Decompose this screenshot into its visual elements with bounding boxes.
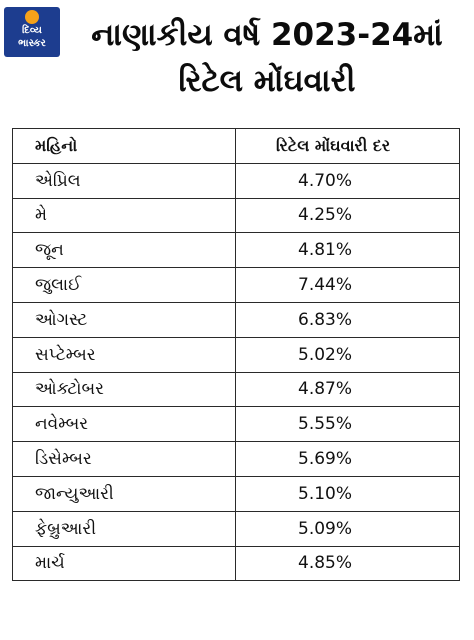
table-row: [13, 268, 460, 303]
table-row: [13, 442, 460, 477]
rate-cell: 5.55%: [236, 407, 460, 442]
table-row: [13, 337, 460, 372]
month-cell: એપ્રિલ: [13, 163, 236, 198]
month-cell: જુલાઈ: [13, 268, 236, 303]
logo-text-line2: ભાસ્કર: [18, 38, 46, 49]
divya-bhaskar-logo: [4, 7, 60, 57]
month-cell: જૂન: [13, 233, 236, 268]
table-row: [13, 407, 460, 442]
rate-cell: 5.69%: [236, 442, 460, 477]
table-row: [13, 546, 460, 581]
table-row: [13, 511, 460, 546]
title-line2: રિટેલ મોંઘવારી: [178, 63, 356, 99]
rate-cell: 4.87%: [236, 372, 460, 407]
rate-cell: 4.70%: [236, 163, 460, 198]
table-row: [13, 163, 460, 198]
rate-cell: 5.10%: [236, 476, 460, 511]
rate-cell: 4.81%: [236, 233, 460, 268]
rate-cell: 5.02%: [236, 337, 460, 372]
month-cell: ફેબ્રુઆરી: [13, 511, 236, 546]
month-cell: નવેમ્બર: [13, 407, 236, 442]
rate-cell: 5.09%: [236, 511, 460, 546]
table-row: [13, 198, 460, 233]
table-row: [13, 372, 460, 407]
table-header-row: [13, 129, 460, 164]
table-row: [13, 233, 460, 268]
month-cell: ઓગસ્ટ: [13, 302, 236, 337]
rate-cell: 7.44%: [236, 268, 460, 303]
month-cell: ડિસેમ્બર: [13, 442, 236, 477]
table-row: [13, 302, 460, 337]
header-retail-inflation-rate: રિટેલ મોંઘવારી દર: [236, 129, 460, 164]
sun-icon: [25, 10, 39, 24]
table-row: [13, 476, 460, 511]
title-line1: નાણાકીય વર્ષ 2023-24માં: [91, 17, 443, 53]
month-cell: ઓક્ટોબર: [13, 372, 236, 407]
month-cell: જાન્યુઆરી: [13, 476, 236, 511]
table-body: [13, 163, 460, 581]
rate-cell: 6.83%: [236, 302, 460, 337]
logo-text-line1: દિવ્ય: [22, 25, 42, 36]
rate-cell: 4.25%: [236, 198, 460, 233]
month-cell: સપ્ટેમ્બર: [13, 337, 236, 372]
page-title: [60, 12, 474, 104]
rate-cell: 4.85%: [236, 546, 460, 581]
month-cell: માર્ચ: [13, 546, 236, 581]
inflation-table: [12, 128, 460, 581]
header-month: મહિનો: [13, 129, 236, 164]
month-cell: મે: [13, 198, 236, 233]
